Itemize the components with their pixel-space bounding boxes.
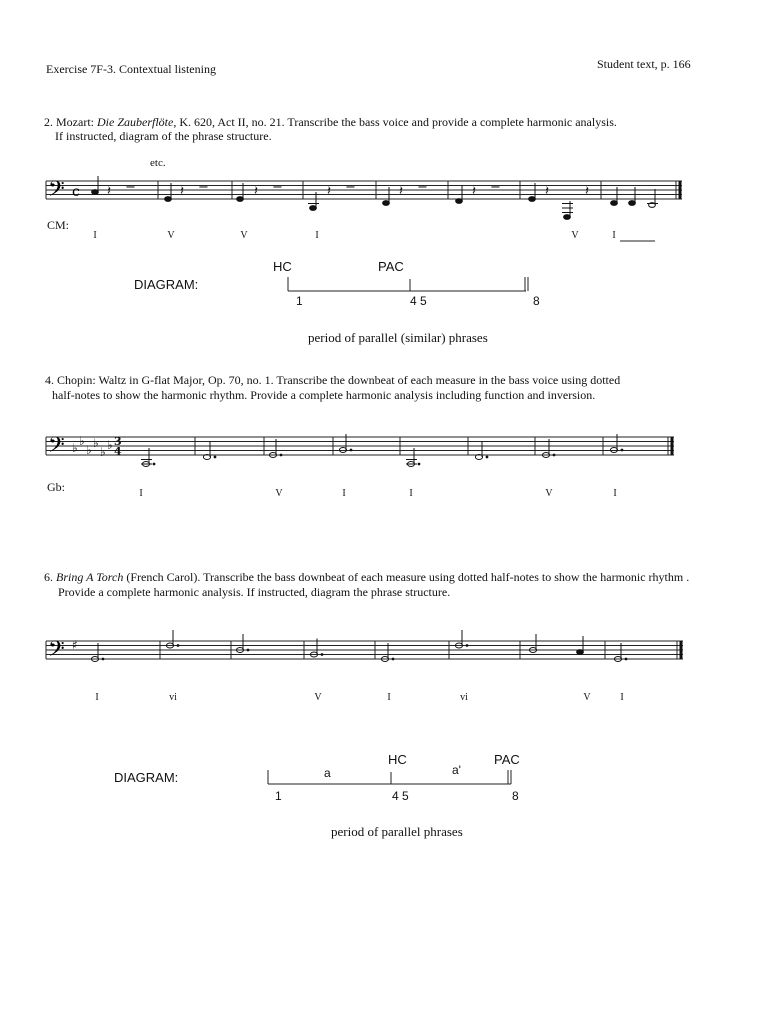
ex2-numeral: V	[167, 230, 175, 241]
ex4-numeral: I	[139, 488, 143, 499]
svg-text:−: −	[490, 180, 501, 195]
svg-text:𝄽: 𝄽	[399, 184, 403, 199]
ex6-phrase-a: a	[324, 766, 331, 780]
ex2-numeral: V	[571, 230, 579, 241]
svg-text:♭: ♭	[100, 445, 106, 459]
ex4-instructions-line2: half-notes to show the harmonic rhythm. Provide a complete harmonic analysis including function and inversion.	[52, 388, 596, 402]
ex4-numeral: I	[613, 488, 617, 499]
ex6-staff	[0, 632, 768, 692]
ex6-numeral: vi	[460, 692, 468, 703]
ex2-cadence-hc: HC	[273, 259, 292, 274]
ex4-numeral: I	[342, 488, 346, 499]
ex2-numeral: I	[315, 230, 319, 241]
bass-clef-icon	[48, 177, 65, 207]
ex2-diagram-label: DIAGRAM:	[134, 277, 199, 292]
svg-text:𝄽: 𝄽	[254, 184, 258, 199]
ex2-cadence-pac: PAC	[378, 259, 404, 274]
svg-text:3: 3	[114, 435, 122, 448]
svg-text:𝄢: 𝄢	[48, 433, 65, 463]
ex2-caption: period of parallel (similar) phrases	[308, 330, 488, 345]
svg-text:♭: ♭	[86, 443, 92, 457]
ex6-numeral: I	[95, 692, 99, 703]
svg-text:−: −	[272, 180, 283, 195]
svg-text:𝄽: 𝄽	[545, 184, 549, 199]
ex6-measure-start: 1	[275, 789, 282, 803]
svg-text:−: −	[345, 180, 356, 195]
ex2-etc-label: etc.	[150, 157, 166, 169]
svg-text:4: 4	[114, 445, 122, 458]
ex6-measure-end: 8	[512, 789, 519, 803]
svg-text:♭: ♭	[79, 434, 85, 448]
svg-text:−: −	[125, 180, 136, 195]
ex6-instructions-line2: Provide a complete harmonic analysis. If instructed, diagram the phrase structure.	[58, 585, 451, 599]
page-reference: Student text, p. 166	[597, 57, 691, 71]
ex4-numeral: I	[409, 488, 413, 499]
ex2-key-label: CM:	[47, 218, 70, 232]
ex2-extension-line	[0, 235, 768, 245]
svg-text:𝄽: 𝄽	[180, 184, 184, 199]
svg-text:𝄢: 𝄢	[48, 637, 65, 667]
ex6-phrase-a-prime: a'	[452, 763, 461, 777]
svg-text:♭: ♭	[93, 436, 99, 450]
svg-text:𝄢: 𝄢	[48, 177, 65, 207]
ex2-numeral: I	[93, 230, 97, 241]
svg-text:♭: ♭	[72, 441, 78, 455]
ex6-measure-mid: 4 5	[392, 789, 409, 803]
exercise-title: Exercise 7F-3. Contextual listening	[46, 62, 216, 76]
ex4-key-label: Gb:	[47, 480, 65, 494]
ex6-phrase-diagram	[0, 768, 768, 788]
ex6-caption: period of parallel phrases	[331, 824, 463, 839]
ex6-numeral: I	[387, 692, 391, 703]
common-time-icon	[72, 184, 80, 200]
ex6-cadence-hc: HC	[388, 752, 407, 767]
bass-clef-icon	[48, 637, 65, 667]
ex4-staff	[0, 428, 768, 488]
ex2-measure-start: 1	[296, 294, 303, 308]
svg-text:♭: ♭	[107, 438, 113, 452]
ex6-numeral: V	[583, 692, 591, 703]
ex2-instructions-line2: If instructed, diagram of the phrase structure.	[55, 129, 272, 143]
ex4-instructions: 4. Chopin: Waltz in G-flat Major, Op. 70, no. 1. Transcribe the downbeat of each measure in the bass voice using dotted	[45, 373, 621, 387]
ex2-numeral: I	[612, 230, 616, 241]
svg-text:c: c	[72, 184, 80, 200]
bass-clef-icon	[48, 433, 65, 463]
ex2-notes	[92, 176, 658, 219]
ex6-cadence-pac: PAC	[494, 752, 520, 767]
ex6-numeral: I	[620, 692, 624, 703]
svg-text:𝄽: 𝄽	[585, 184, 589, 199]
key-signature-sharp-icon	[72, 638, 78, 652]
ex2-measure-mid: 4 5	[410, 294, 427, 308]
ex4-numeral: V	[275, 488, 283, 499]
svg-text:−: −	[198, 180, 209, 195]
ex2-numeral: V	[240, 230, 248, 241]
svg-text:𝄽: 𝄽	[107, 184, 111, 199]
ex2-staff	[0, 170, 768, 230]
ex6-diagram-label: DIAGRAM:	[114, 770, 179, 785]
ex2-instructions: 2. Mozart: Die Zauberflöte, K. 620, Act II, no. 21. Transcribe the bass voice and provide a complete harmonic analysis.	[44, 115, 617, 129]
ex4-numeral: V	[545, 488, 553, 499]
ex6-instructions: 6. Bring A Torch (French Carol). Transcribe the bass downbeat of each measure using dotted half-notes to show the harmonic rhythm .	[44, 570, 690, 584]
ex2-phrase-diagram	[0, 274, 768, 294]
svg-text:−: −	[417, 180, 428, 195]
time-signature-icon	[114, 435, 122, 458]
svg-text:𝄽: 𝄽	[472, 184, 476, 199]
svg-text:♯: ♯	[72, 638, 78, 652]
ex6-numeral: vi	[169, 692, 177, 703]
ex6-numeral: V	[314, 692, 322, 703]
svg-text:𝄽: 𝄽	[327, 184, 331, 199]
ex2-measure-end: 8	[533, 294, 540, 308]
